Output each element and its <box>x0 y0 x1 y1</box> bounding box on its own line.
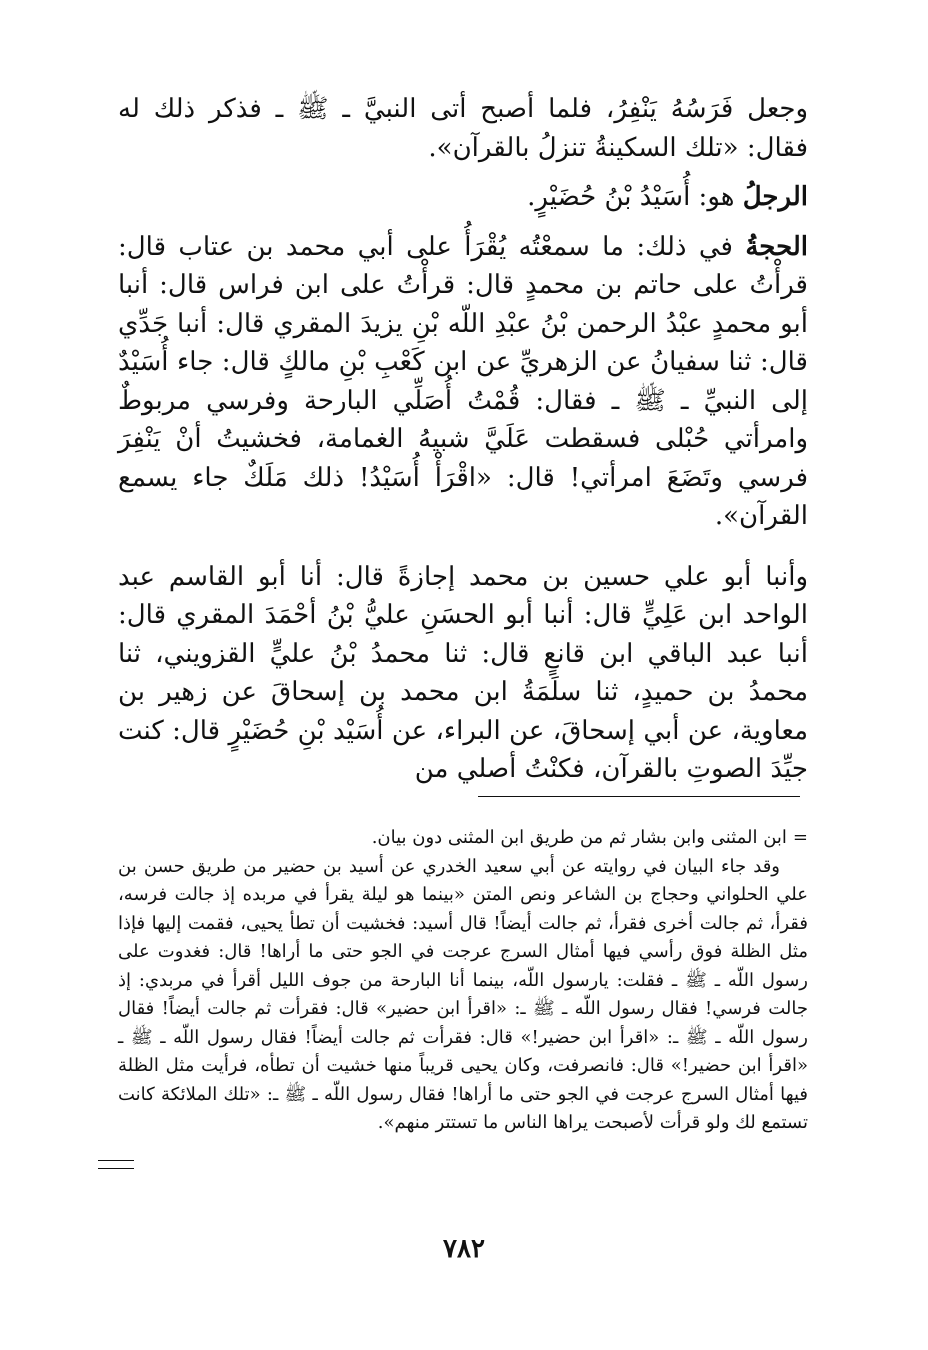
continuation-mark: = <box>792 827 808 848</box>
footnotes <box>118 824 808 1138</box>
continues-next-page-mark <box>98 1160 134 1170</box>
paragraph-2-lead: الرجلُ <box>742 182 808 212</box>
paragraph-3-lead: الحجةُ <box>745 231 808 262</box>
footnote-line-1 <box>118 824 808 853</box>
paragraph-3 <box>118 228 808 536</box>
footnote-line-1-text: ابن المثنى وابن بشار ثم من طريق ابن المثنى دون بيان. <box>371 827 787 848</box>
footnote-paragraph: وقد جاء البيان في روايته عن أبي سعيد الخدري عن أسيد بن حضير من طريق حسن بن علي الحلواني وحجاج بن الشاعر ونص المتن «بينما هو ليلة يقرأ في مربده إذ جالت فرسه، فقرأ، ثم جالت أخرى فقرأ، ثم جالت أيضاً! قال أسيد: فخشيت أن تطأ يحيى، فقمت إليها فإذا مثل الظلة فوق رأسي فيها أمثال السرج عرجت في الجو حتى ما أراها! قال: فغدوت على رسول اللّه ـ ﷺ ـ فقلت: يارسول اللّه، بينما أنا البارحة من جوف الليل أقرأ في مربدي: إذ جالت فرسي! فقال رسول اللّه ـ ﷺ ـ: «اقرأ ابن حضير» قال: فقرأت ثم جالت أيضاً! فقال رسول اللّه ـ ﷺ ـ: «اقرأ ابن حضير!» قال: فقرأت ثم جالت أيضاً! فقال رسول اللّه ـ ﷺ ـ «اقرأ ابن حضير!» قال: فانصرفت، وكان يحيى قريباً منها خشيت أن تطأه، فرأيت مثل الظلة فيها أمثال السرج عرجت في الجو حتى ما أراها! فقال رسول اللّه ـ ﷺ ـ: «تلك الملائكة كانت تستمع لك ولو قرأت لأصبحت يراها الناس ما تستتر منهم». <box>118 855 808 1133</box>
paragraph-2 <box>118 178 808 217</box>
paragraph-3-body: في ذلك: ما سمعْتُه يُقْرَأُ على أبي محمد بن عتاب قال: قرأْتُ على حاتم بن محمدٍ قال: قرأْتُ على ابن فراس قال: أنبا أبو محمدٍ عبْدُ الرحمن بْنُ عبْدِ اللّه بْنِ يزيدَ المقري قال: أنبا جَدِّي قال: ثنا سفيانُ عن الزهريِّ عن ابن كَعْبِ بْنِ مالكٍ قال: جاء أُسَيْدٌ إلى النبيِّ ـ ﷺ ـ فقال: قُمْتُ أُصَلِّي البارحة وفرسي مربوطٌ وامرأتي حُبْلى فسقطت عَلَيَّ شبيهُ الغمامة، فخشيتُ أنْ يَنْفِرَ فرسي وتَضَعَ امرأتي! قال: «اقْرَأْ أُسَيْدُ! ذلك مَلَكٌ جاء يسمع القرآن». <box>118 231 808 531</box>
paragraph-1: وجعل فَرَسُهُ يَنْفِرُ، فلما أصبح أتى النبيَّ ـ ﷺ ـ فذكر ذلك له فقال: «تلك السكينةُ تنزلُ بالقرآن». <box>118 94 808 163</box>
paragraph-2-body: هو: أُسَيْدُ بْنُ حُضَيْرٍ. <box>527 182 743 212</box>
page-number: ٧٨٢ <box>443 1234 485 1264</box>
paragraph-4: وأنبا أبو علي حسين بن محمد إجازةً قال: أنا أبو القاسم عبد الواحد ابن عَلِيٍّ قال: أنبا أبو الحسَنِ عليُّ بْنُ أحْمَدَ المقري قال: أنبا عبد الباقي ابن قانعٍ قال: ثنا محمدُ بْنُ عليٍّ القزويني، ثنا محمدُ بن حميدٍ، ثنا سلَمَةُ ابن محمد بن إسحاقَ عن زهير بن معاوية، عن أبي إسحاقَ، عن البراء، عن أُسَيْد بْنِ حُضَيْرٍ قال: كنت جيِّدَ الصوتِ بالقرآن، فكنْتُ أصلي من <box>118 561 808 784</box>
footnote-separator <box>478 796 800 797</box>
main-text <box>118 90 808 789</box>
